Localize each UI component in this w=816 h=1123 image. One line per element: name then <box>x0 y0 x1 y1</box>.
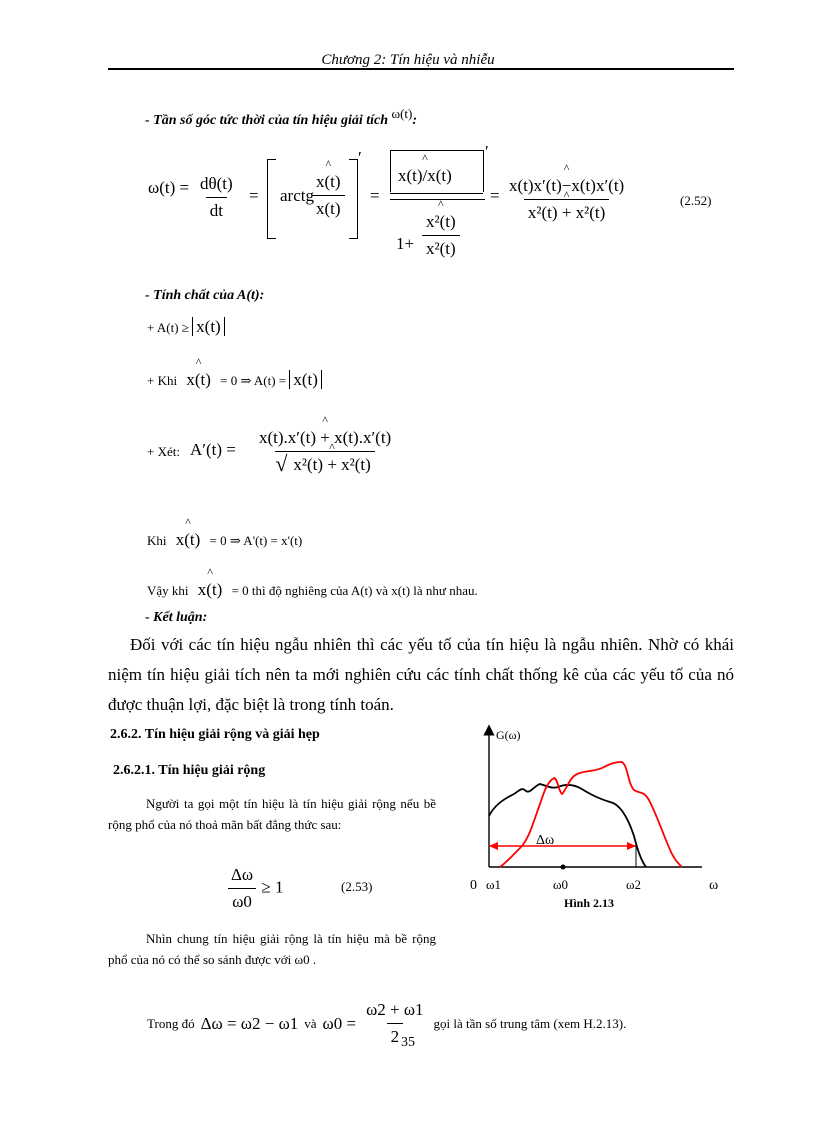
prime-1: ′ <box>358 148 362 167</box>
conclusion-text: Đối với các tín hiệu ngẫu nhiên thì các yếu tố của tín hiệu là ngẫu nhiên. Nhờ có khái niệm tín hiệu giải tích nên ta mới nghiên cứu các tính chất thống kê của các yếu tố của nó được thuận lợi, đặc biệt là trong tính toán. <box>108 635 734 714</box>
mid-den-one: 1+ <box>396 234 415 253</box>
bracket-right-2 <box>477 150 484 192</box>
omega2-label: ω2 <box>626 877 642 892</box>
y-axis-label: G(ω) <box>496 728 521 742</box>
mid-den-frac: ^ $\frac{\text{x²(t)}}{\text{x²(t)}}$ <box>422 212 460 259</box>
conclusion-title: - Kết luận: <box>145 610 208 625</box>
mid-numerator: ^ x(t)/x(t) <box>398 166 452 186</box>
eq-2-53: $\frac{\Delta\omega}{\omega 0}$ ≥ 1 <box>227 865 283 912</box>
center-frequency-definition: Trong đó Δω = ω2 − ω1 và ω0 = $\frac{\omega 2 + \omega 1}{2}$ gọi là tần số trung tâm (xem H.2.13). <box>147 1000 627 1046</box>
section-A-properties: - Tính chất của A(t): <box>145 288 265 303</box>
eq-number-2-52: (2.52) <box>680 193 712 208</box>
header-rule <box>108 68 734 70</box>
bandwidth-arrow-right-head <box>627 842 636 850</box>
bracket-left-2 <box>390 150 397 192</box>
eq-lhs: ω(t) = <box>148 178 190 197</box>
eq-equals-1: = <box>249 186 259 205</box>
eq-equals-3: = <box>490 186 500 205</box>
origin-label: 0 <box>470 878 477 893</box>
bracket-left-1 <box>267 159 276 239</box>
page-header: Chương 2: Tín hiệu và nhiễu <box>321 52 495 68</box>
eq-equals-2: = <box>370 186 380 205</box>
property-3-prefix: + Xét: <box>147 444 180 459</box>
omega-axis-label: ω <box>709 878 719 893</box>
section-instant-frequency: - Tần số góc tức thời của tín hiệu giải tích ω(t): <box>145 106 418 128</box>
property-3-lhs: A′(t) = <box>190 440 236 459</box>
page-number: 35 <box>401 1035 415 1050</box>
eq-rhs: ^ x(t)x′(t)−x(t)x′(t) ^ x²(t) + x²(t) <box>505 176 628 223</box>
spectrum-figure <box>462 724 738 914</box>
omega1-label: ω1 <box>486 877 502 892</box>
section-2-6-2: 2.6.2. Tín hiệu giải rộng và giải hẹp <box>110 727 320 742</box>
property-3-frac: ^ x(t).x′(t) + x(t).x′(t) √ ^ x²(t) + x²(t) <box>255 428 395 475</box>
eq-derivative: $\frac{d\theta(t)}{dt}$ <box>200 174 233 220</box>
when-condition-1: Khi ^ x(t) = 0 ⇒ A'(t) = x'(t) <box>147 530 302 550</box>
delta-omega-label: Δω <box>536 833 555 848</box>
eq-arctg: arctg <box>280 186 314 205</box>
property-2: + Khi ^ x(t) = 0 ⇒ A(t) = x(t) <box>147 370 322 390</box>
bandwidth-arrow-left-head <box>489 842 498 850</box>
when-condition-2: Vậy khi ^ x(t) = 0 thì độ nghiêng của A(t) và x(t) là như nhau. <box>147 580 478 600</box>
property-1: + A(t) ≥ x(t) <box>147 317 225 337</box>
figure-caption: Hình 2.13 <box>564 896 615 910</box>
para-wideband-definition: Người ta gọi một tín hiệu là tín hiệu giải rộng nếu bề rộng phổ của nó thoả mãn bất đẳng thức sau: <box>108 796 436 832</box>
para-compare: Nhìn chung tín hiệu giải rộng là tín hiệu mà bề rộng phổ của nó có thể so sánh được với ω0 . <box>108 931 436 967</box>
eq-number-2-53: (2.53) <box>341 879 373 894</box>
section-2-6-2-1: 2.6.2.1. Tín hiệu giải rộng <box>113 763 266 778</box>
bracket-right-1 <box>349 159 358 239</box>
omega0-label: ω0 <box>553 877 569 892</box>
prime-2: ′ <box>485 142 489 161</box>
eq-arctg-frac: ^ $\frac{x(t)}{x(t)}$ <box>312 172 345 219</box>
red-spectrum-curve <box>500 762 682 867</box>
w0-marker <box>561 865 566 870</box>
